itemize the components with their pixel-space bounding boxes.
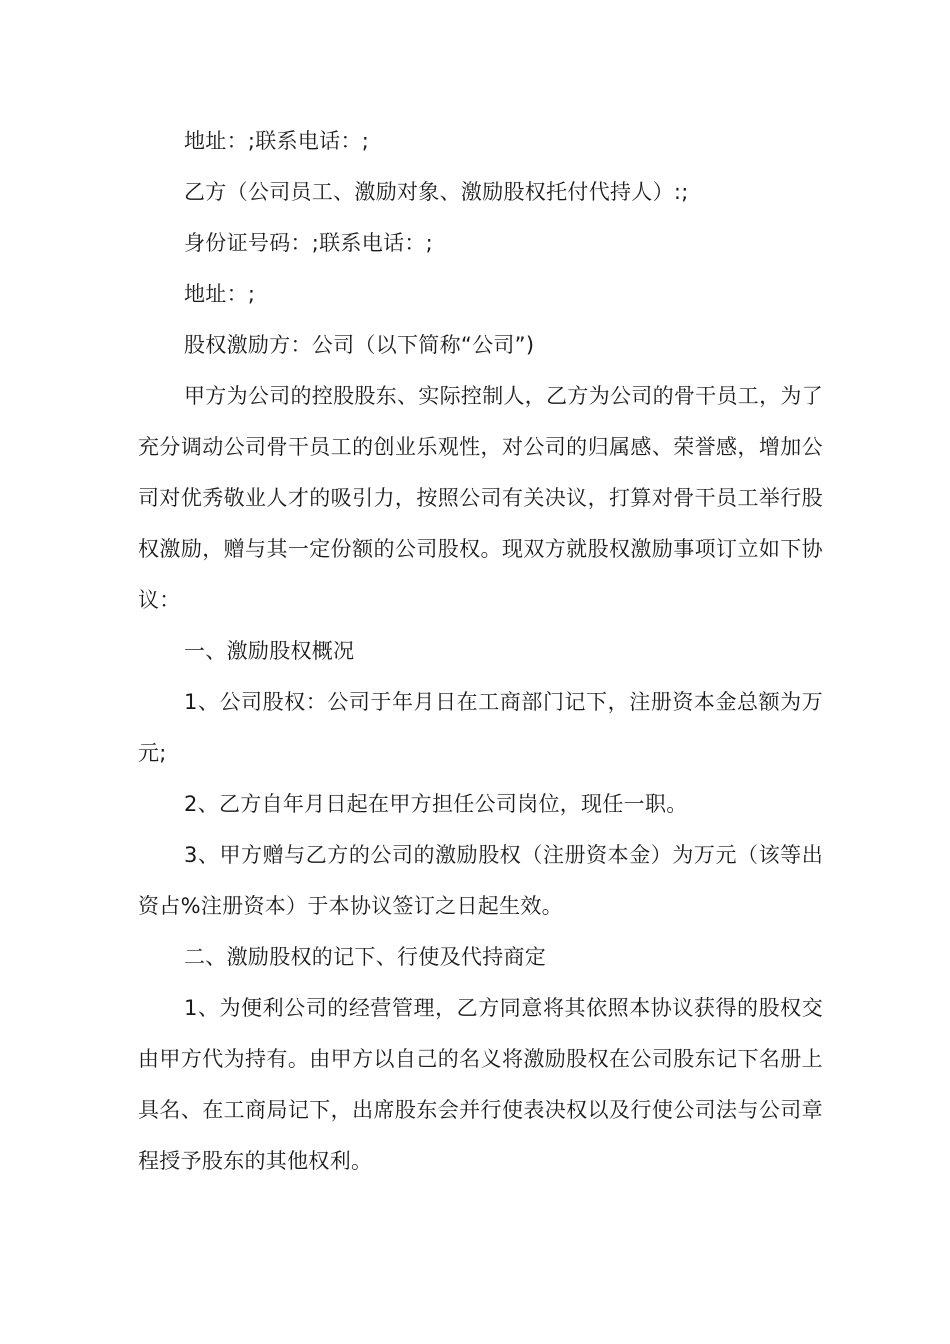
- preamble-paragraph: 甲方为公司的控股股东、实际控制人，乙方为公司的骨干员工，为了充分调动公司骨干员工的创业乐观性，对公司的归属感、荣誉感，增加公司对优秀敬业人才的吸引力，按照公司有关决议，打算对骨干员工举行股权激励，赠与其一定份额的公司股权。现双方就股权激励事项订立如下协议：: [138, 384, 823, 612]
- incentive-party-line: 股权激励方：公司（以下简称“公司”): [184, 333, 535, 357]
- party-a-address-line: 地址：;联系电话：;: [184, 129, 370, 153]
- section-heading-2: 二、激励股权的记下、行使及代持商定: [184, 945, 547, 969]
- section-heading-1: 一、激励股权概况: [184, 639, 355, 663]
- clause-1-3: 3、甲方赠与乙方的公司的激励股权（注册资本金）为万元（该等出资占%注册资本）于本协议签订之日起生效。: [138, 843, 823, 918]
- party-b-line: 乙方（公司员工、激励对象、激励股权托付代持人）:;: [184, 180, 689, 204]
- clause-2-1: 1、为便利公司的经营管理，乙方同意将其依照本协议获得的股权交由甲方代为持有。由甲方以自己的名义将激励股权在公司股东记下名册上具名、在工商局记下，出席股东会并行使表决权以及行使公司法与公司章程授予股东的其他权利。: [138, 996, 823, 1173]
- clause-1-1: 1、公司股权：公司于年月日在工商部门记下，注册资本金总额为万元;: [138, 690, 823, 765]
- document-body: [138, 116, 823, 1187]
- party-b-address-line: 地址：;: [184, 282, 256, 306]
- party-b-id-line: 身份证号码：;联系电话：;: [184, 231, 434, 255]
- clause-1-2: 2、乙方自年月日起在甲方担任公司岗位，现任一职。: [184, 792, 688, 816]
